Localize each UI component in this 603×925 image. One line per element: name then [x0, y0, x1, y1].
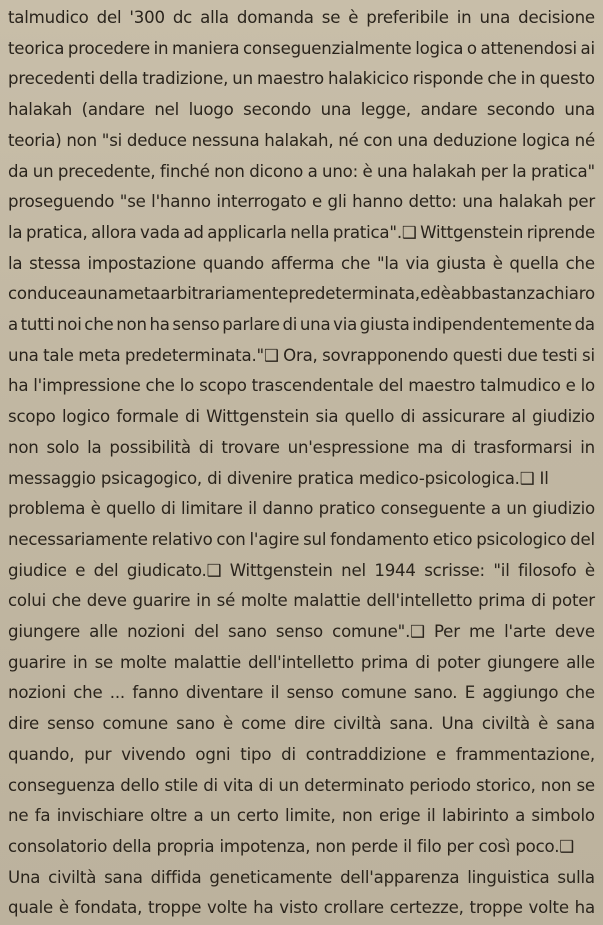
text-line: non solo la possibilità di trovare un'espressione ma di trasformarsi in — [8, 437, 595, 457]
text-line: dire senso comune sano è come dire civiltà sana. Una civiltà è sana — [8, 714, 595, 734]
text-line: messaggio psicagogico, di divenire pratica medico-psicologica.❑ Il — [8, 468, 549, 488]
text-line: una tale meta predeterminata."❑ Ora, sovrapponendo questi due testi si — [8, 345, 595, 365]
text-line: precedenti della tradizione, un maestro halakicico risponde che in questo — [8, 69, 595, 89]
text-line: teoria) non "si deduce nessuna halakah, né con una deduzione logica né — [8, 130, 595, 150]
text-line: la pratica, allora vada ad applicarla nella pratica".❑ Wittgenstein riprende — [8, 222, 595, 242]
text-line: talmudico del '300 dc alla domanda se è preferibile in una decisione — [8, 8, 595, 27]
text-line: quando, pur vivendo ogni tipo di contraddizione e frammentazione, — [8, 744, 595, 764]
text-line: ha l'impressione che lo scopo trascendentale del maestro talmudico e lo — [8, 376, 595, 396]
text-line: da un precedente, finché non dicono a uno: è una halakah per la pratica" — [8, 161, 595, 181]
text-line: necessariamente relativo con l'agire sul fondamento etico psicologico del — [8, 529, 595, 549]
text-line: consolatorio della propria impotenza, non perde il filo per così poco.❑ — [8, 836, 574, 856]
text-line: quale è fondata, troppe volte ha visto crollare certezze, troppe volte ha — [8, 898, 595, 918]
text-line: problema è quello di limitare il danno pratico conseguente a un giudizio — [8, 499, 595, 519]
text-line: teorica procedere in maniera conseguenzialmente logica o attenendosi ai — [8, 38, 595, 58]
text-line: proseguendo "se l'hanno interrogato e gli hanno detto: una halakah per — [8, 192, 595, 212]
text-line: scopo logico formale di Wittgenstein sia quello di assicurare al giudizio — [8, 407, 595, 427]
text-line: giudice e del giudicato.❑ Wittgenstein nel 1944 scrisse: "il filosofo è — [8, 560, 595, 580]
text-line: nozioni che ... fanno diventare il senso comune sano. E aggiungo che — [8, 683, 595, 703]
text-line: ne fa invischiare oltre a un certo limite, non erige il labirinto a simbolo — [8, 806, 595, 826]
text-line: conseguenza dello stile di vita di un determinato periodo storico, non se — [8, 775, 595, 795]
text-line: colui che deve guarire in sé molte malattie dell'intelletto prima di poter — [8, 591, 595, 611]
text-line: conduce a una meta arbitrariamente predeterminata, ed è abbastanza chiaro — [8, 284, 595, 304]
text-line: a tutti noi che non ha senso parlare di una via giusta indipendentemente da — [8, 315, 595, 334]
text-line: Una civiltà sana diffida geneticamente dell'apparenza linguistica sulla — [8, 867, 595, 887]
text-line: la stessa impostazione quando afferma che "la via giusta è quella che — [8, 253, 595, 273]
text-line: halakah (andare nel luogo secondo una legge, andare secondo una — [8, 100, 595, 120]
text-line: giungere alle nozioni del sano senso comune".❑ Per me l'arte deve — [8, 622, 595, 641]
text-line: guarire in se molte malattie dell'intelletto prima di poter giungere alle — [8, 652, 595, 672]
